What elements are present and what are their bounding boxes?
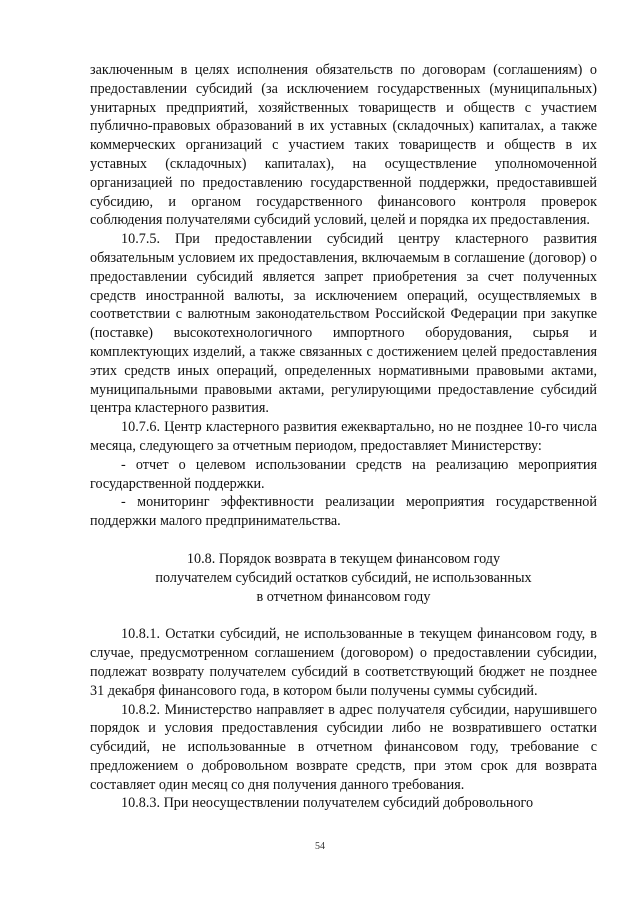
paragraph-10-8-2: 10.8.2. Министерство направляет в адрес получателя субсидии, нарушившего порядок и условия предоставления субсидии либо не возвратившего остатки субсидий, не использованные в отчетном финансовом году, требование с предложением о добровольном возврате средств, при этом срок для возврата составляет один месяц со дня получения данного требования.	[90, 701, 597, 793]
list-item-report: - отчет о целевом использовании средств на реализацию мероприятия государственной поддержки.	[90, 456, 597, 492]
paragraph-10-8-1: 10.8.1. Остатки субсидий, не использованные в текущем финансовом году, в случае, предусмотренном соглашением (договором) о предоставлении субсидии, подлежат возврату получателем субсидий в соответствующий бюджет не позднее 31 декабря финансового года, в котором были получены суммы субсидий.	[90, 626, 597, 699]
page-number: 54	[315, 841, 325, 852]
paragraph-10-7-6: 10.7.6. Центр кластерного развития ежеквартально, но не позднее 10-го числа месяца, следующего за отчетным периодом, предоставляет Министерству:	[90, 419, 597, 454]
section-heading-line: 10.8. Порядок возврата в текущем финансовом году	[186, 550, 501, 567]
section-heading-10-8	[90, 550, 597, 606]
document-page	[90, 61, 597, 813]
paragraph-continuation: заключенным в целях исполнения обязательств по договорам (соглашениям) о предоставлении субсидий (за исключением государственных (муниципальных) унитарных предприятий, хозяйственных товариществ и обществ с участием публично-правовых образований в их уставных (складочных) капиталах, а также коммерческих организаций с участием таких товариществ и обществ в их уставных (складочных) капиталах), на осуществление уполномоченной организацией по предоставлению государственной поддержки, предоставившей субсидию, и органом государственного финансового контроля проверок соблюдения получателями субсидий условий, целей и порядка их предоставления.	[90, 62, 597, 229]
paragraph-10-8-3: 10.8.3. При неосуществлении получателем субсидий добровольного	[121, 795, 534, 812]
list-item-monitoring: - мониторинг эффективности реализации мероприятия государственной поддержки малого предпринимательства.	[90, 494, 597, 530]
paragraph-10-7-5: 10.7.5. При предоставлении субсидий центру кластерного развития обязательным условием их предоставления, включаемым в соглашение (договор) о предоставлении субсидий является запрет приобретения за счет полученных средств иностранной валюты, за исключением операций, осуществляемых в соответствии с валютным законодательством Российской Федерации при закупке (поставке) высокотехнологичного импортного оборудования, сырья и комплектующих изделий, а также связанных с достижением целей предоставления этих средств иных операций, определенных нормативными правовыми актами, муниципальными правовыми актами, регулирующими предоставление субсидий центра кластерного развития.	[90, 231, 597, 417]
section-heading-line: в отчетном финансовом году	[256, 588, 431, 605]
section-heading-line: получателем субсидий остатков субсидий, не использованных	[155, 569, 532, 586]
